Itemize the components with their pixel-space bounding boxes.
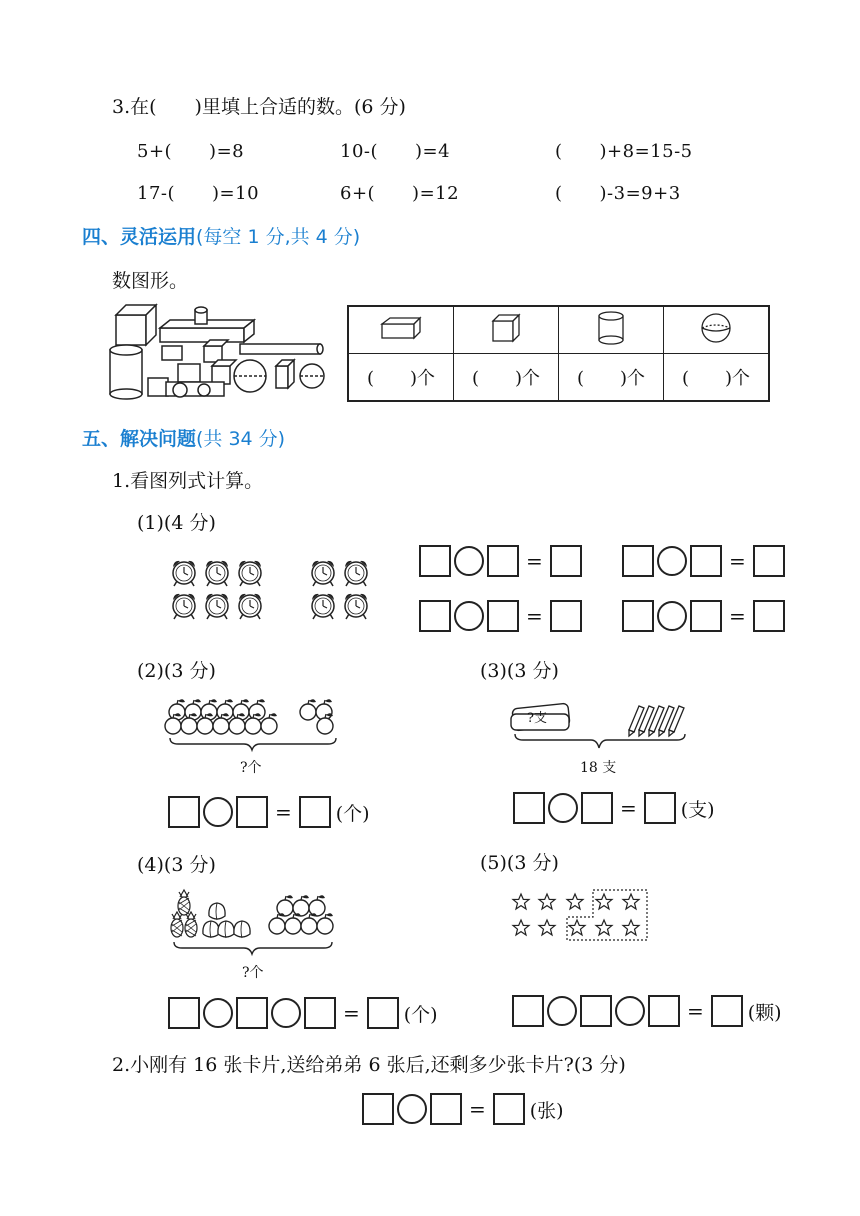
cube-count[interactable]: ( )个	[454, 354, 559, 402]
operator-circle[interactable]	[203, 797, 233, 827]
answer-box[interactable]	[367, 997, 399, 1029]
unit-label: (支)	[680, 798, 715, 821]
answer-box[interactable]	[648, 995, 680, 1027]
pencil-box-label: ?支	[527, 711, 547, 726]
operator-circle[interactable]	[454, 601, 484, 631]
answer-box[interactable]	[550, 600, 582, 632]
answer-box[interactable]	[622, 545, 654, 577]
operator-circle[interactable]	[271, 998, 301, 1028]
unit-label: (个)	[335, 802, 370, 825]
part-1-equation-b: =	[622, 545, 785, 577]
answer-box[interactable]	[581, 792, 613, 824]
operator-circle[interactable]	[454, 546, 484, 576]
operator-circle[interactable]	[615, 996, 645, 1026]
q2-text: 2.小刚有 16 张卡片,送给弟弟 6 张后,还剩多少张卡片?(3 分)	[112, 1054, 626, 1076]
answer-box[interactable]	[236, 796, 268, 828]
part-2-label: (2)(3 分)	[137, 660, 216, 682]
part-3-total-label: 18 支	[580, 760, 617, 776]
answer-box[interactable]	[168, 997, 200, 1029]
unit-label: (颗)	[747, 1001, 782, 1024]
answer-box[interactable]	[512, 995, 544, 1027]
q2-equation: = (张)	[362, 1093, 564, 1125]
apples-illustration	[160, 692, 344, 762]
part-1-label: (1)(4 分)	[137, 512, 216, 534]
cylinder-icon	[559, 306, 664, 354]
alarm-clocks-illustration	[166, 558, 376, 626]
part-1-equation-d: =	[622, 600, 785, 632]
answer-box[interactable]	[690, 600, 722, 632]
q3-title: 3.在( )里填上合适的数。(6 分)	[112, 96, 406, 118]
part-2-unknown-label: ?个	[240, 760, 262, 776]
answer-box[interactable]	[299, 796, 331, 828]
section-5-heading: 五、解决问题(共 34 分)	[82, 428, 286, 450]
q3-eq-4: 17-( )=10	[137, 183, 260, 204]
shapes-pile-illustration	[100, 300, 332, 400]
shape-count-table	[347, 305, 770, 402]
fruits-illustration	[160, 886, 348, 962]
q1-title: 1.看图列式计算。	[112, 470, 264, 492]
unit-label: (张)	[529, 1099, 564, 1122]
answer-box[interactable]	[304, 997, 336, 1029]
part-1-equation-a: =	[419, 545, 582, 577]
sphere-count[interactable]: ( )个	[664, 354, 770, 402]
cuboid-icon	[348, 306, 454, 354]
part-5-label: (5)(3 分)	[480, 852, 559, 874]
part-4-label: (4)(3 分)	[137, 854, 216, 876]
answer-box[interactable]	[236, 997, 268, 1029]
answer-box[interactable]	[753, 545, 785, 577]
q3-eq-3: ( )+8=15-5	[555, 141, 693, 162]
answer-box[interactable]	[690, 545, 722, 577]
answer-box[interactable]	[168, 796, 200, 828]
part-4-equation: = (个)	[168, 997, 438, 1029]
q3-eq-2: 10-( )=4	[340, 141, 451, 162]
answer-box[interactable]	[580, 995, 612, 1027]
stars-illustration	[505, 884, 653, 944]
answer-box[interactable]	[419, 545, 451, 577]
part-5-equation: = (颗)	[512, 995, 782, 1027]
part-3-equation: = (支)	[513, 792, 715, 824]
operator-circle[interactable]	[397, 1094, 427, 1124]
part-4-unknown-label: ?个	[242, 965, 264, 981]
answer-box[interactable]	[550, 545, 582, 577]
answer-box[interactable]	[487, 600, 519, 632]
part-2-equation: = (个)	[168, 796, 370, 828]
pencil-box-illustration	[505, 692, 693, 762]
operator-circle[interactable]	[547, 996, 577, 1026]
cylinder-count[interactable]: ( )个	[559, 354, 664, 402]
answer-box[interactable]	[487, 545, 519, 577]
answer-box[interactable]	[711, 995, 743, 1027]
part-1-equation-c: =	[419, 600, 582, 632]
sphere-icon	[664, 306, 770, 354]
operator-circle[interactable]	[657, 546, 687, 576]
answer-box[interactable]	[753, 600, 785, 632]
operator-circle[interactable]	[203, 998, 233, 1028]
answer-box[interactable]	[513, 792, 545, 824]
cuboid-count[interactable]: ( )个	[348, 354, 454, 402]
section-4-heading: 四、灵活运用(每空 1 分,共 4 分)	[82, 226, 361, 248]
q3-eq-1: 5+( )=8	[137, 141, 245, 162]
cube-icon	[454, 306, 559, 354]
answer-box[interactable]	[622, 600, 654, 632]
answer-box[interactable]	[362, 1093, 394, 1125]
operator-circle[interactable]	[657, 601, 687, 631]
answer-box[interactable]	[430, 1093, 462, 1125]
part-3-label: (3)(3 分)	[480, 660, 559, 682]
answer-box[interactable]	[493, 1093, 525, 1125]
operator-circle[interactable]	[548, 793, 578, 823]
answer-box[interactable]	[419, 600, 451, 632]
q3-eq-6: ( )-3=9+3	[555, 183, 681, 204]
unit-label: (个)	[403, 1003, 438, 1026]
count-shapes-prompt: 数图形。	[112, 270, 189, 292]
q3-eq-5: 6+( )=12	[340, 183, 460, 204]
answer-box[interactable]	[644, 792, 676, 824]
